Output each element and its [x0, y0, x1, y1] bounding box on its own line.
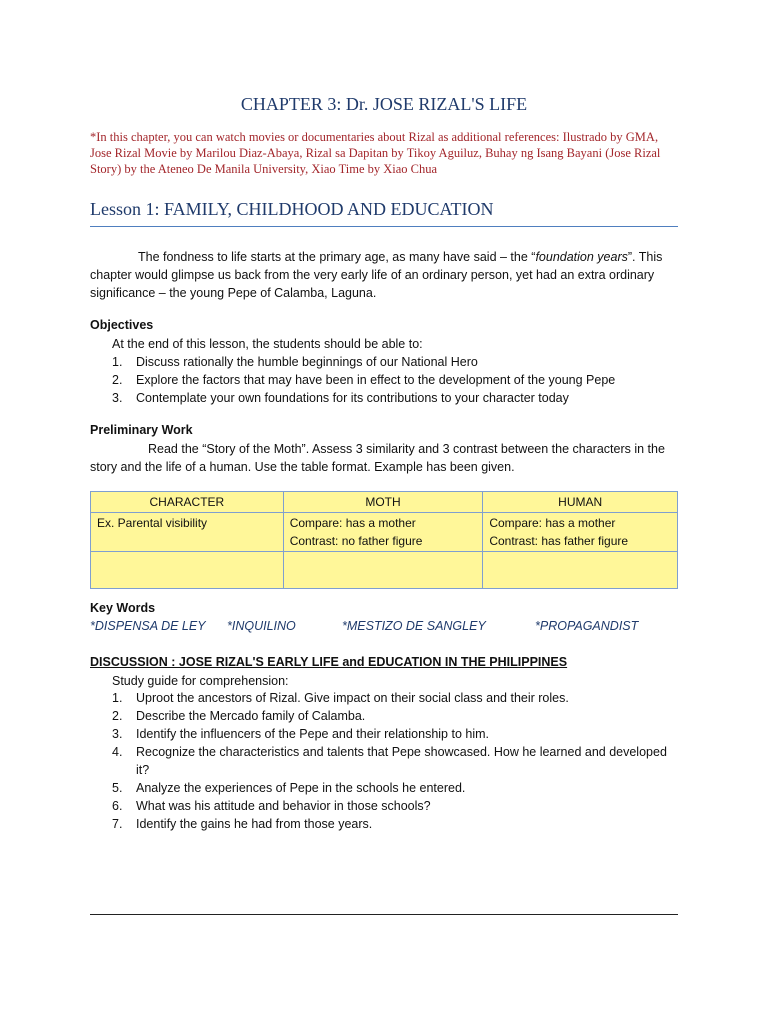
table-row: [91, 513, 678, 552]
cell-line: Compare: has a mother: [289, 516, 416, 530]
list-number: 2.: [112, 373, 123, 387]
table-row: [91, 552, 678, 589]
chapter-title: CHAPTER 3: Dr. JOSE RIZAL'S LIFE: [240, 94, 528, 114]
list-text: Discuss rationally the humble beginnings of our National Hero: [136, 355, 478, 369]
comparison-table: [90, 491, 678, 589]
table-cell: [91, 552, 284, 589]
list-number: 1.: [112, 355, 123, 369]
list-item: [112, 371, 678, 389]
list-item: [112, 353, 678, 371]
cell-line: Contrast: no father figure: [289, 534, 423, 548]
list-text: Identify the influencers of the Pepe and their relationship to him.: [136, 727, 489, 741]
key-word: *INQUILINO: [227, 619, 296, 633]
key-word: *DISPENSA DE LEY: [90, 619, 206, 633]
list-number: 2.: [112, 709, 123, 723]
table-header-human: HUMAN: [483, 492, 678, 513]
key-words-row: [90, 619, 678, 637]
key-word: *PROPAGANDIST: [535, 619, 639, 633]
key-words-heading: Key Words: [90, 601, 156, 615]
list-number: 7.: [112, 817, 123, 831]
intro-paragraph: [90, 248, 678, 302]
table-cell: Ex. Parental visibility: [91, 513, 284, 552]
table-cell: [483, 513, 678, 552]
list-text: Describe the Mercado family of Calamba.: [136, 709, 366, 723]
list-text: Contemplate your own foundations for its contributions to your character today: [136, 391, 569, 405]
intro-emphasis: foundation years: [535, 250, 628, 264]
study-guide-intro: Study guide for comprehension:: [112, 674, 289, 688]
key-word: *MESTIZO DE SANGLEY: [342, 619, 486, 633]
list-number: 4.: [112, 745, 123, 759]
list-number: 3.: [112, 727, 123, 741]
table-header-character: CHARACTER: [91, 492, 284, 513]
study-guide-list: [90, 689, 678, 833]
discussion-heading: DISCUSSION : JOSE RIZAL'S EARLY LIFE and EDUCATION IN THE PHILIPPINES: [90, 655, 568, 669]
reference-note: *In this chapter, you can watch movies or documentaries about Rizal as additional references: Ilustrado by GMA, Jose Rizal Movie by Marilou Diaz-Abaya, Rizal sa Dapitan by Tikoy Aguiluz, Buhay ng Isang Bayani (Jose Rizal Story) by the Ateneo De Manila University, Xiao Time by Xiao Chua: [90, 130, 661, 176]
cell-line: Contrast: has father figure: [489, 534, 629, 548]
table-cell: [283, 513, 483, 552]
list-text: Explore the factors that may have been in effect to the development of the young Pepe: [136, 373, 616, 387]
list-number: 3.: [112, 391, 123, 405]
list-item: [112, 689, 678, 707]
list-text: Recognize the characteristics and talents that Pepe showcased. How he learned and developed it?: [136, 745, 667, 777]
objectives-intro: At the end of this lesson, the students should be able to:: [112, 337, 423, 351]
cell-line: Compare: has a mother: [489, 516, 616, 530]
objectives-heading: Objectives: [90, 318, 154, 332]
preliminary-text: [90, 440, 678, 476]
list-text: Uproot the ancestors of Rizal. Give impact on their social class and their roles.: [136, 691, 569, 705]
list-text: Analyze the experiences of Pepe in the schools he entered.: [136, 781, 466, 795]
list-item: [112, 389, 678, 407]
table-cell: [483, 552, 678, 589]
list-number: 1.: [112, 691, 123, 705]
list-text: What was his attitude and behavior in those schools?: [136, 799, 431, 813]
intro-text-end: ”. This chapter would glimpse us back from the very early life of an ordinary person, yet had an extra ordinary significance – the young Pepe of Calamba, Laguna.: [90, 250, 663, 300]
table-cell: [283, 552, 483, 589]
list-text: Identify the gains he had from those years.: [136, 817, 373, 831]
list-item: [112, 707, 678, 725]
document-page: [90, 0, 678, 1024]
preliminary-heading: Preliminary Work: [90, 423, 193, 437]
list-number: 6.: [112, 799, 123, 813]
list-item: [112, 725, 678, 743]
list-item: [112, 797, 678, 815]
table-header-moth: MOTH: [283, 492, 483, 513]
footer-divider: [90, 914, 678, 915]
list-item: [112, 743, 678, 779]
intro-text-start: The fondness to life starts at the primary age, as many have said – the “: [138, 250, 536, 264]
objectives-list: [90, 353, 678, 407]
preliminary-line-1: Read the “Story of the Moth”. Assess 3 similarity and 3 contrast between the characters in the: [148, 442, 665, 456]
lesson-title: Lesson 1: FAMILY, CHILDHOOD AND EDUCATION: [90, 199, 678, 227]
list-item: [112, 815, 678, 833]
list-number: 5.: [112, 781, 123, 795]
list-item: [112, 779, 678, 797]
preliminary-line-2: story and the life of a human. Use the table format. Example has been given.: [90, 460, 515, 474]
